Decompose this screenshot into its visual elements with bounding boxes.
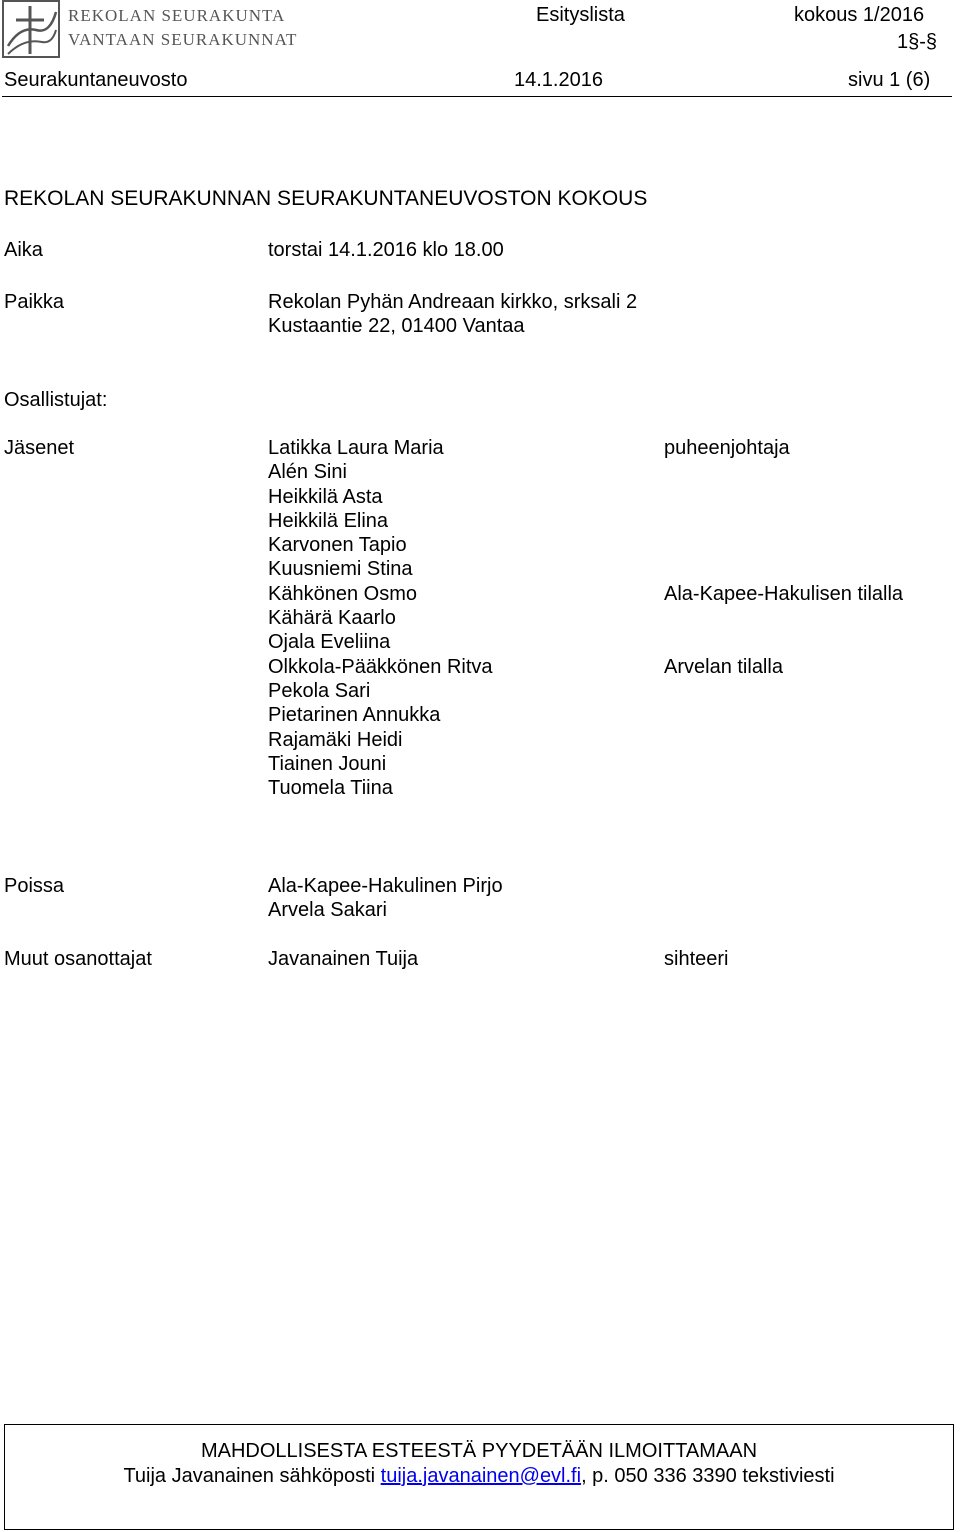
role-substitute-2: Arvelan tilalla: [664, 656, 783, 678]
body-name: Seurakuntaneuvosto: [4, 69, 188, 91]
member-name: Pekola Sari: [268, 679, 371, 702]
absent-name: Ala-Kapee-Hakulinen Pirjo: [268, 875, 503, 897]
member-name: Kähkönen Osmo: [268, 582, 417, 605]
page-number: sivu 1 (6): [848, 69, 931, 91]
role-chair: puheenjohtaja: [664, 437, 790, 459]
document-type: Esityslista: [536, 4, 625, 26]
member-name: Tiainen Jouni: [268, 752, 387, 775]
absent-label: Poissa: [4, 875, 65, 897]
member-name: Latikka Laura Maria: [268, 437, 444, 459]
section-range: 1§-§: [897, 31, 938, 53]
place-label: Paikka: [4, 291, 65, 313]
church-logo: [2, 0, 302, 58]
member-name: Rajamäki Heidi: [268, 728, 403, 751]
member-name: Kähärä Kaarlo: [268, 607, 396, 630]
others-role: sihteeri: [664, 948, 729, 970]
page-title: REKOLAN SEURAKUNNAN SEURAKUNTANEUVOSTON KOKOUS: [4, 187, 648, 210]
absent-name: Arvela Sakari: [268, 899, 387, 921]
member-name: Tuomela Tiina: [268, 777, 393, 800]
member-name: Karvonen Tapio: [268, 534, 407, 557]
role-substitute-1: Ala-Kapee-Hakulisen tilalla: [664, 583, 904, 605]
members-label: Jäsenet: [4, 437, 75, 459]
footer-contact-suffix: , p. 050 336 3390 tekstiviesti: [581, 1465, 835, 1487]
footer-contact-line: [5, 1464, 953, 1488]
footer-contact-prefix: Tuija Javanainen sähköposti: [123, 1465, 381, 1487]
logo-text-parish: REKOLAN SEURAKUNTA: [68, 6, 286, 25]
member-name: Kuusniemi Stina: [268, 558, 413, 581]
meeting-number: kokous 1/2016: [794, 4, 925, 26]
others-label: Muut osanottajat: [4, 948, 152, 970]
member-name: Ojala Eveliina: [268, 631, 391, 654]
member-name: Olkkola-Pääkkönen Ritva: [268, 655, 493, 678]
logo-text-union: VANTAAN SEURAKUNNAT: [68, 30, 298, 49]
member-name: Heikkilä Asta: [268, 485, 383, 508]
others-name: Javanainen Tuija: [268, 948, 419, 970]
footer-notice-box: [4, 1424, 954, 1530]
participants-label: Osallistujat:: [4, 389, 108, 411]
header-divider: [2, 96, 952, 97]
place-line2: Kustaantie 22, 01400 Vantaa: [268, 315, 525, 337]
footer-notice-heading: MAHDOLLISESTA ESTEESTÄ PYYDETÄÄN ILMOITTAMAAN: [200, 1440, 758, 1462]
email-link[interactable]: tuija.javanainen@evl.fi: [380, 1465, 582, 1487]
time-label: Aika: [4, 239, 43, 261]
meeting-date: 14.1.2016: [514, 69, 603, 91]
members-list: [268, 436, 493, 800]
member-name: Pietarinen Annukka: [268, 704, 441, 727]
cross-emblem-icon: [2, 0, 60, 58]
place-line1: Rekolan Pyhän Andreaan kirkko, srksali 2: [268, 291, 638, 313]
member-name: Alén Sini: [268, 461, 347, 484]
time-value: torstai 14.1.2016 klo 18.00: [268, 239, 504, 261]
member-name: Heikkilä Elina: [268, 509, 389, 532]
